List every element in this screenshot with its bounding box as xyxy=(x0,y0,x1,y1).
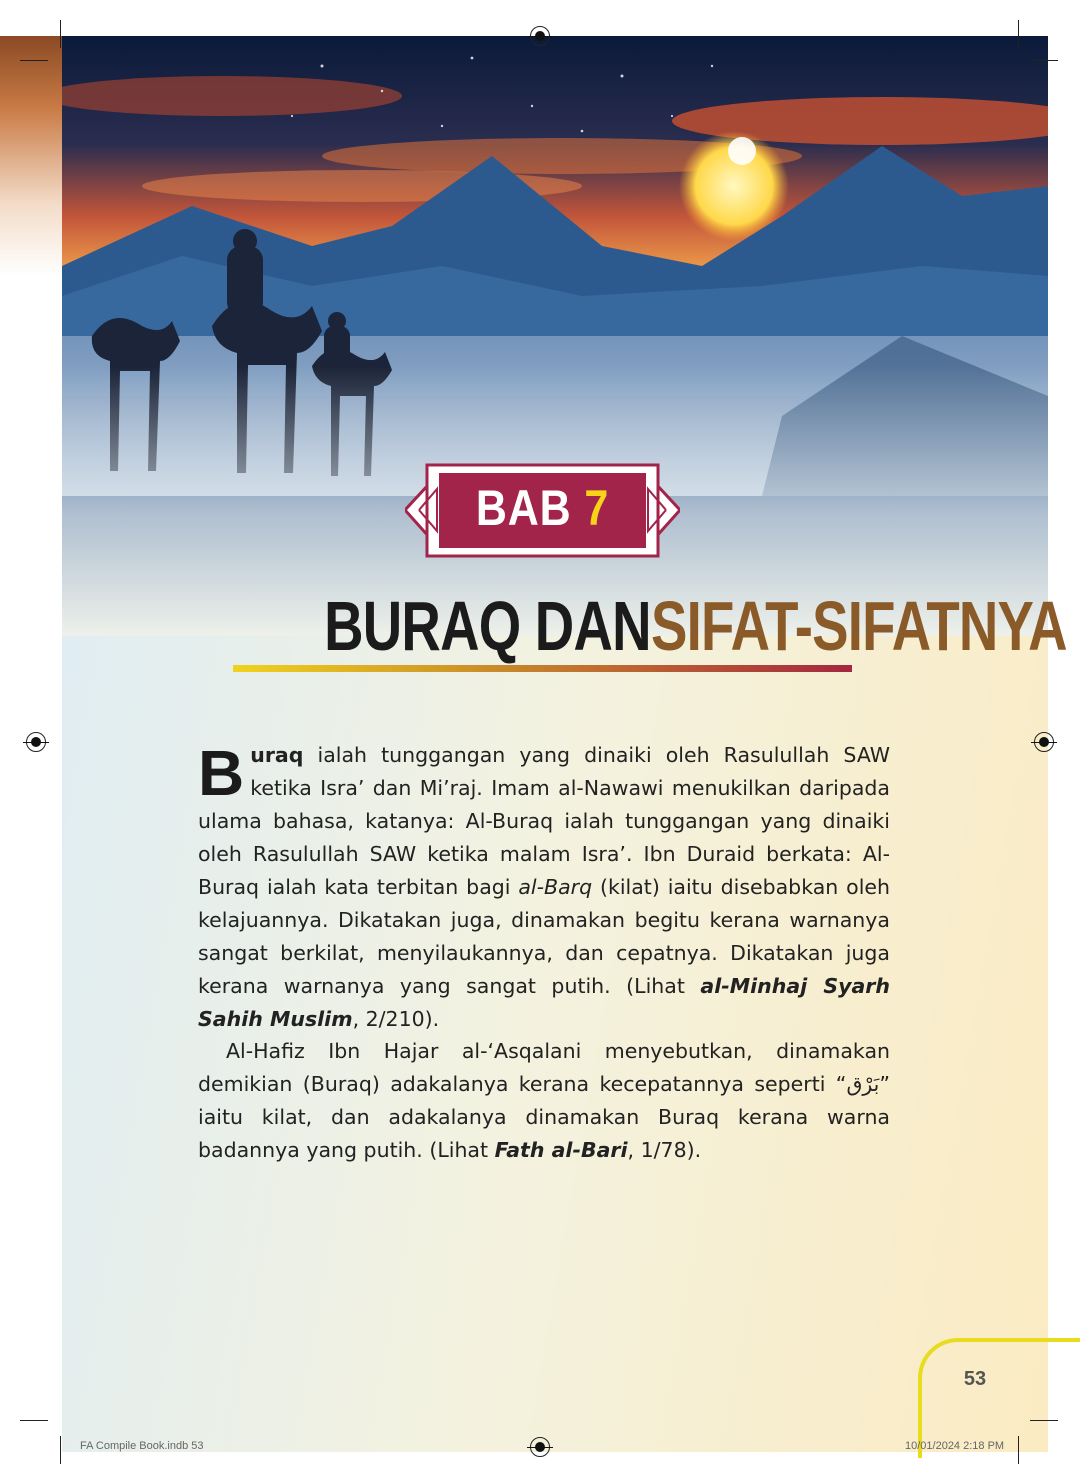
bleed-strip xyxy=(0,36,62,276)
crop-mark xyxy=(1030,60,1058,61)
p1-reference: al-Minhaj Syarh Sahih Muslim xyxy=(198,974,890,1031)
paragraph-2 xyxy=(198,1035,890,1167)
drop-cap: B xyxy=(198,737,245,809)
p2-text-1: Al-Hafiz Ibn Hajar al-‘Asqalani menyebutkan, dinamakan demikian (Buraq) adakalanya kerana kecepatannya seperti “ xyxy=(198,1039,890,1096)
chapter-label xyxy=(424,477,661,539)
crop-mark xyxy=(20,1420,48,1421)
slug-left: FA Compile Book.indb 53 xyxy=(80,1440,204,1452)
p2-text-2: ” iaitu kilat, dan adakalanya dinamakan Buraq kerana warna badannya yang putih. (Lihat xyxy=(198,1072,890,1162)
page-number: 53 xyxy=(963,1368,987,1390)
registration-mark xyxy=(1034,732,1054,752)
registration-mark xyxy=(530,26,550,46)
registration-mark xyxy=(26,732,46,752)
p2-text-3: , 1/78). xyxy=(627,1138,702,1162)
p2-reference: Fath al-Bari xyxy=(494,1138,628,1162)
chapter-word: BAB xyxy=(475,480,572,536)
chapter-number: 7 xyxy=(584,480,610,536)
title-part-1: BURAQ DAN xyxy=(324,587,651,665)
registration-mark xyxy=(530,1437,550,1457)
crop-mark xyxy=(20,60,48,61)
p1-text-1: ialah tunggangan yang dinaiki oleh Rasulullah SAW ketika Isra’ dan Mi’raj. Imam al-Nawawi menukilkan daripada ulama bahasa, katanya: Al-Buraq ialah tunggangan yang dinaiki oleh Rasulullah SAW ketika malam Isra’. Ibn Duraid berkata: Al-Buraq ialah kata terbitan bagi xyxy=(198,743,890,899)
crop-mark xyxy=(1018,20,1019,48)
p2-arabic-word: بَرْق xyxy=(846,1072,880,1096)
crop-mark xyxy=(1030,1420,1058,1421)
p1-text-3: , 2/210). xyxy=(352,1007,440,1031)
page-title xyxy=(232,586,1067,666)
title-underline xyxy=(233,665,852,672)
crop-mark xyxy=(60,1436,61,1464)
crop-mark xyxy=(60,20,61,48)
crop-mark xyxy=(1018,1436,1019,1464)
lead-word: uraq xyxy=(250,743,304,767)
p1-italic-term: al-Barq xyxy=(518,875,593,899)
p1-text-2: (kilat) iaitu disebabkan oleh kelajuannya. Dikatakan juga, dinamakan begitu kerana warnanya sangat berkilat, menyilaukannya, dan cepatnya. Dikatakan juga kerana warnanya yang sangat putih. (Lihat xyxy=(198,875,890,998)
paragraph-1 xyxy=(198,739,890,1036)
slug-right: 10/01/2024 2:18 PM xyxy=(905,1440,1005,1452)
chapter-badge xyxy=(405,463,680,558)
title-part-2: SIFAT-SIFATNYA xyxy=(650,587,1067,665)
